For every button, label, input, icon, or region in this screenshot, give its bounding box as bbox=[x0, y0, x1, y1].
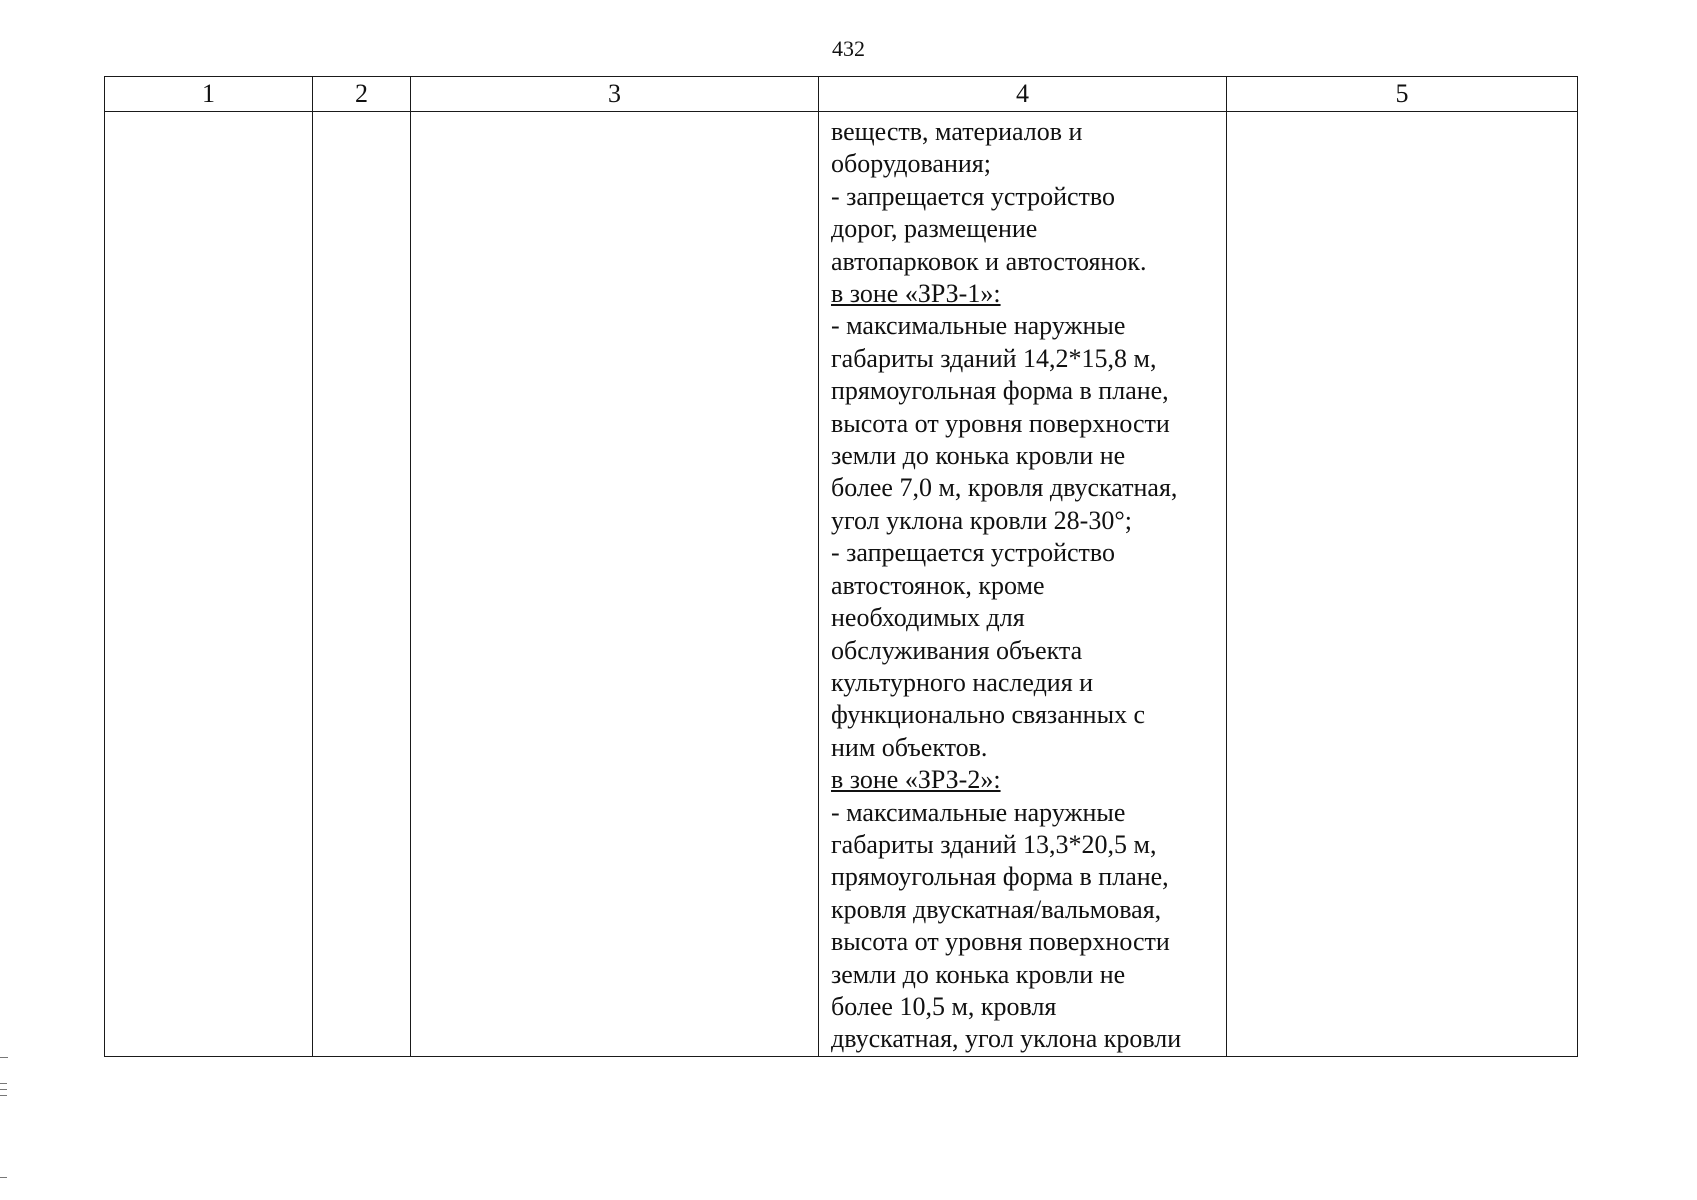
table-header-row bbox=[105, 77, 1578, 112]
text-line: - запрещается устройство bbox=[831, 538, 1115, 568]
document-table bbox=[104, 76, 1578, 1057]
text-line: - запрещается устройство bbox=[831, 181, 1115, 211]
text-line: более 7,0 м, кровля двускатная, bbox=[831, 473, 1178, 503]
cell-column-1 bbox=[105, 112, 313, 1057]
column-header-4: 4 bbox=[819, 77, 1227, 112]
cell-column-4 bbox=[819, 112, 1227, 1057]
text-line: габариты зданий 14,2*15,8 м, bbox=[831, 343, 1157, 373]
column-header-3: 3 bbox=[411, 77, 819, 112]
text-line: - максимальные наружные bbox=[831, 311, 1126, 341]
text-line: культурного наследия и bbox=[831, 667, 1094, 697]
scan-mark bbox=[0, 1089, 7, 1090]
column-header-5: 5 bbox=[1227, 77, 1578, 112]
text-line: - максимальные наружные bbox=[831, 797, 1126, 827]
text-line: кровля двускатная/вальмовая, bbox=[831, 894, 1162, 924]
column-header-2: 2 bbox=[313, 77, 411, 112]
cell-column-3 bbox=[411, 112, 819, 1057]
requirements-text bbox=[819, 112, 1226, 1056]
text-line: более 10,5 м, кровля bbox=[831, 991, 1057, 1021]
page-number: 432 bbox=[832, 36, 865, 61]
text-line: необходимых для bbox=[831, 603, 1025, 633]
text-line: автостоянок, кроме bbox=[831, 570, 1045, 600]
scan-mark bbox=[0, 1095, 7, 1096]
text-line: оборудования; bbox=[831, 149, 991, 179]
zone-heading bbox=[831, 764, 1222, 796]
text-line: функционально связанных с bbox=[831, 700, 1146, 730]
text-line: высота от уровня поверхности bbox=[831, 927, 1170, 957]
text-line: автопарковок и автостоянок. bbox=[831, 246, 1147, 276]
text-line: земли до конька кровли не bbox=[831, 959, 1126, 989]
text-line: высота от уровня поверхности bbox=[831, 408, 1170, 438]
text-line: земли до конька кровли не bbox=[831, 441, 1126, 471]
text-line: дорог, размещение bbox=[831, 214, 1038, 244]
text-line: веществ, материалов и bbox=[831, 117, 1083, 146]
text-line: габариты зданий 13,3*20,5 м, bbox=[831, 829, 1157, 859]
text-line: прямоугольная форма в плане, bbox=[831, 862, 1169, 892]
zone-heading-text: в зоне «ЗРЗ-2»: bbox=[831, 765, 1001, 795]
text-line: ним объектов. bbox=[831, 732, 988, 762]
text-line: обслуживания объекта bbox=[831, 635, 1083, 665]
text-line: прямоугольная форма в плане, bbox=[831, 376, 1169, 406]
text-line: двускатная, угол уклона кровли bbox=[831, 1024, 1182, 1054]
scan-mark bbox=[0, 1083, 7, 1084]
zone-heading bbox=[831, 278, 1222, 310]
scan-mark bbox=[0, 1177, 7, 1178]
zone-heading-text: в зоне «ЗРЗ-1»: bbox=[831, 279, 1001, 309]
column-header-1: 1 bbox=[105, 77, 313, 112]
scan-mark bbox=[0, 1057, 8, 1058]
cell-column-2 bbox=[313, 112, 411, 1057]
cell-column-5 bbox=[1227, 112, 1578, 1057]
table-row bbox=[105, 112, 1578, 1057]
text-line: угол уклона кровли 28-30°; bbox=[831, 505, 1132, 535]
